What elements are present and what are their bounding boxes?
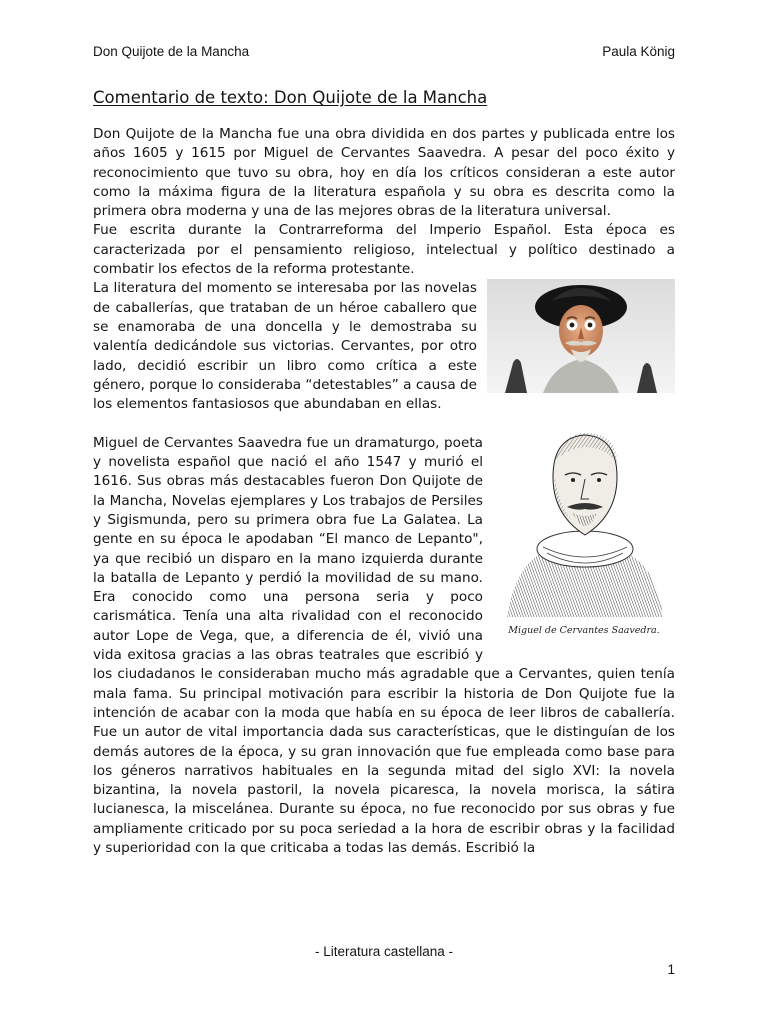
cervantes-portrait-figure [493, 417, 675, 653]
paragraph-cervantes-bio: Miguel de Cervantes Saavedra fue un dramaturgo, poeta y novelista español que nació el año 1547 y murió el 1616. Sus obras más destacables fueron Don Quijote de la Mancha, Novelas ejemplares y Los trabajos de Persiles y Sigismunda, pero su primera obra fue La Galatea. La gente en su época le apodaban “El manco de Lepanto", ya que recibió un disparo en la mano izquierda durante la batalla de Lepanto y perdió la movilidad de su mano. Era conocido como una persona seria y poco carismática. Tenía una alta rivalidad con el reconocido autor Lope de Vega, que, a diferencia de él, vivió una vida exitosa gracias a las obras teatrales que escribió y los ciudadanos le consideraban mucho más agradable que a Cervantes, quien tenía mala fama. Su principal motivación para escribir la historia de Don Quijote fue la intención de acabar con la moda que había en su época de leer libros de caballería. Fue un autor de vital importancia dada sus características, que le distinguían de los demás autores de la época, y su gran innovación que fue empleada como base para los géneros narrativos habituales en la segunda mitad del siglo XVI: la novela bizantina, la novela pastoril, la novela picaresca, la novela morisca, la sátira lucianesca, la miscelánea. Durante su época, no fue reconocido por sus obras y fue ampliamente criticado por su poca seriedad a la hora de escribir obras y la facilidad y superioridad con la que criticaba a todas las demás. Escribió la [93, 434, 675, 856]
page-header [93, 44, 675, 62]
page-footer: - Literatura castellana - [314, 944, 454, 959]
paragraph-context: Fue escrita durante la Contrarreforma del Imperio Español. Esta época es caracterizada por el pensamiento religioso, intelectual y político destinado a combatir los efectos de la reforma protestante. [93, 222, 675, 278]
don-quijote-figurine-photo [487, 279, 675, 393]
header-author: Paula König [602, 44, 675, 59]
portrait-caption: Miguel de Cervantes Saavedra. [508, 625, 660, 637]
paragraph-literatura-momento: La literatura del momento se interesaba por las novelas de caballerías, que trataban de un héroe caballero que se enamoraba de una doncella y le demostraba su valentía dedicándole sus victorias. Cervantes, por otro lado, decidió escribir un libro como crítica a este género, porque lo consideraba “detestables” a causa de los elementos fantasiosos que abundaban en ellas. [93, 280, 477, 413]
document-body [93, 125, 675, 858]
document-title: Comentario de texto: Don Quijote de la Mancha [93, 88, 488, 107]
header-document-title: Don Quijote de la Mancha [93, 44, 250, 59]
page-number: 1 [667, 962, 675, 977]
paragraph-intro: Don Quijote de la Mancha fue una obra dividida en dos partes y publicada entre los años 1605 y 1615 por Miguel de Cervantes Saavedra. A pesar del poco éxito y reconocimiento que tuvo su obra, hoy en día los críticos consideran a este autor como la máxima figura de la literatura española y su obra es descrita como la primera obra moderna y una de las mejores obras de la literatura universal. [93, 126, 675, 220]
